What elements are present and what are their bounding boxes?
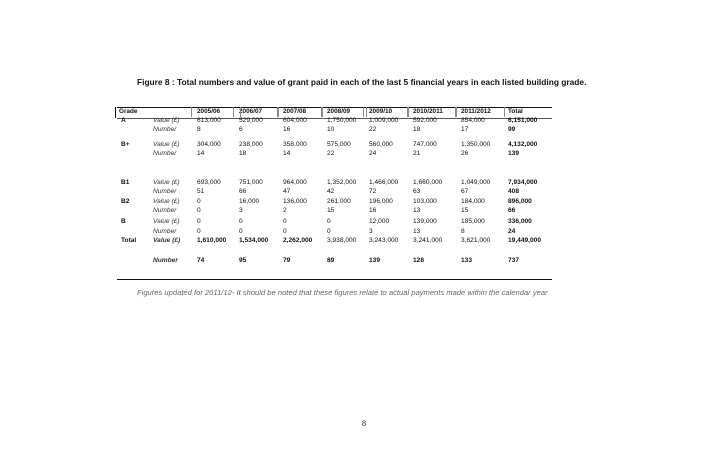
- table-cell: 592,000: [413, 117, 437, 124]
- table-cell: 79: [283, 257, 291, 264]
- table-cell: 0: [197, 228, 201, 235]
- table-cell: 196,000: [369, 198, 393, 205]
- table-cell: 1,466,000: [369, 179, 399, 186]
- figure-title: Figure 8 : Total numbers and value of grant paid in each of the last 5 financial years in each listed building grade.: [137, 77, 587, 87]
- table-cell: 304,000: [197, 141, 221, 148]
- table-cell: 184,000: [461, 198, 485, 205]
- table-cell: 19,449,000: [508, 237, 542, 244]
- row-label: Value (£): [153, 198, 180, 205]
- table-cell: 95: [239, 257, 247, 264]
- header-cell-border: [455, 107, 505, 117]
- table-cell: 16,000: [239, 198, 260, 205]
- table-cell: 13: [413, 228, 421, 235]
- row-label: Value (£): [153, 179, 180, 186]
- table-cell: 47: [283, 188, 291, 195]
- table-cell: 358,000: [283, 141, 307, 148]
- table-cell: 10: [327, 126, 335, 133]
- table-cell: 604,000: [283, 117, 307, 124]
- table-cell: 72: [369, 188, 377, 195]
- header-year: 2010/2011: [413, 108, 443, 115]
- table-cell: 12,000: [369, 218, 390, 225]
- table-cell: 139,000: [413, 218, 437, 225]
- table-cell: 693,000: [197, 179, 221, 186]
- row-label: Value (£): [153, 218, 180, 225]
- table-bottom-rule: [117, 279, 552, 280]
- table-cell: 128: [413, 257, 425, 264]
- table-cell: 26: [461, 150, 469, 157]
- row-grade: Total: [121, 237, 137, 244]
- table-cell: 2: [283, 207, 287, 214]
- row-label: Number: [153, 188, 177, 195]
- table-cell: 24: [508, 228, 516, 235]
- row-grade: B+: [121, 141, 130, 148]
- table-cell: 136,000: [283, 198, 307, 205]
- table-cell: 737: [508, 257, 520, 264]
- table-cell: 89: [327, 257, 335, 264]
- table-cell: 99: [508, 126, 516, 133]
- row-label: Number: [153, 150, 177, 157]
- table-cell: 0: [239, 218, 243, 225]
- table-cell: 964,000: [283, 179, 307, 186]
- table-cell: 2,262,000: [283, 237, 313, 244]
- table-cell: 74: [197, 257, 205, 264]
- table-cell: 0: [197, 207, 201, 214]
- table-cell: 0: [327, 228, 331, 235]
- page-number: 8: [362, 419, 366, 428]
- table-cell: 66: [239, 188, 247, 195]
- grant-table: [117, 107, 552, 277]
- header-year: 2008/09: [327, 108, 351, 115]
- table-cell: 1,610,000: [197, 237, 227, 244]
- table-cell: 139: [508, 150, 520, 157]
- table-left-rule: [115, 107, 116, 118]
- table-cell: 261,000: [327, 198, 351, 205]
- table-cell: 1,350,000: [461, 141, 491, 148]
- table-cell: 1,750,000: [327, 117, 357, 124]
- row-label: Number: [153, 228, 177, 235]
- header-grade: Grade: [119, 108, 138, 115]
- table-cell: 15: [461, 207, 469, 214]
- table-cell: 3,938,000: [327, 237, 357, 244]
- table-cell: 0: [283, 218, 287, 225]
- row-label: Number: [153, 207, 177, 214]
- table-cell: 613,000: [197, 117, 221, 124]
- header-year: 2006/07: [239, 108, 263, 115]
- table-cell: 529,000: [239, 117, 263, 124]
- header-cell-border: [407, 107, 457, 117]
- table-cell: 0: [197, 198, 201, 205]
- table-cell: 0: [239, 228, 243, 235]
- table-cell: 133: [461, 257, 473, 264]
- table-cell: 751,000: [239, 179, 263, 186]
- row-label: Value (£): [153, 117, 180, 124]
- table-cell: 17: [461, 126, 469, 133]
- table-cell: 14: [283, 150, 291, 157]
- header-cell-border: [277, 107, 323, 117]
- table-cell: 13: [413, 207, 421, 214]
- table-cell: 51: [197, 188, 205, 195]
- header-cell-border: [363, 107, 409, 117]
- table-cell: 1,534,000: [239, 237, 269, 244]
- table-cell: 575,000: [327, 141, 351, 148]
- header-year: 2011/2012: [461, 108, 491, 115]
- table-cell: 3: [239, 207, 243, 214]
- header-year: Total: [508, 108, 523, 115]
- footnote: Figures updated for 2011/12- It should be noted that these figures relate to actual payments made within the calendar year: [137, 288, 548, 297]
- table-cell: 0: [327, 218, 331, 225]
- table-cell: 560,000: [369, 141, 393, 148]
- table-cell: 854,000: [461, 117, 485, 124]
- table-cell: 408: [508, 188, 520, 195]
- row-grade: B: [121, 218, 126, 225]
- table-cell: 1,049,000: [461, 179, 491, 186]
- table-cell: 22: [327, 150, 335, 157]
- row-label: Value (£): [153, 237, 181, 244]
- table-cell: 6: [239, 126, 243, 133]
- table-cell: 1,660,000: [413, 179, 443, 186]
- table-cell: 3: [369, 228, 373, 235]
- table-cell: 139: [369, 257, 381, 264]
- table-cell: 185,000: [461, 218, 485, 225]
- table-cell: 22: [369, 126, 377, 133]
- table-cell: 0: [283, 228, 287, 235]
- table-cell: 3,243,000: [369, 237, 399, 244]
- header-cell-border: [233, 107, 279, 117]
- table-cell: 238,000: [239, 141, 263, 148]
- header-year: 2005/06: [197, 108, 221, 115]
- header-cell-border: [321, 107, 367, 117]
- table-cell: 18: [239, 150, 247, 157]
- table-cell: 7,934,000: [508, 179, 538, 186]
- table-cell: 896,000: [508, 198, 532, 205]
- table-cell: 103,000: [413, 198, 437, 205]
- header-year: 2009/10: [369, 108, 393, 115]
- row-grade: B2: [121, 198, 130, 205]
- table-cell: 3,621,000: [461, 237, 491, 244]
- row-label: Number: [153, 126, 177, 133]
- table-cell: 0: [197, 218, 201, 225]
- table-cell: 1,009,000: [369, 117, 399, 124]
- table-cell: 3,241,000: [413, 237, 443, 244]
- row-grade: A: [121, 117, 126, 124]
- table-cell: 18: [413, 126, 421, 133]
- table-cell: 16: [283, 126, 291, 133]
- table-cell: 8: [461, 228, 465, 235]
- row-grade: B1: [121, 179, 130, 186]
- table-cell: 336,000: [508, 218, 532, 225]
- table-cell: 24: [369, 150, 377, 157]
- row-label: Value (£): [153, 141, 180, 148]
- table-cell: 66: [508, 207, 516, 214]
- table-cell: 63: [413, 188, 421, 195]
- table-cell: 21: [413, 150, 421, 157]
- table-cell: 67: [461, 188, 469, 195]
- table-cell: 8: [197, 126, 201, 133]
- table-cell: 16: [369, 207, 377, 214]
- table-cell: 6,151,000: [508, 117, 538, 124]
- table-cell: 1,352,000: [327, 179, 357, 186]
- table-cell: 4,132,000: [508, 141, 538, 148]
- header-year: 2007/08: [283, 108, 307, 115]
- row-label: Number: [153, 257, 178, 264]
- table-cell: 15: [327, 207, 335, 214]
- table-cell: 42: [327, 188, 335, 195]
- table-cell: 747,000: [413, 141, 437, 148]
- table-cell: 14: [197, 150, 205, 157]
